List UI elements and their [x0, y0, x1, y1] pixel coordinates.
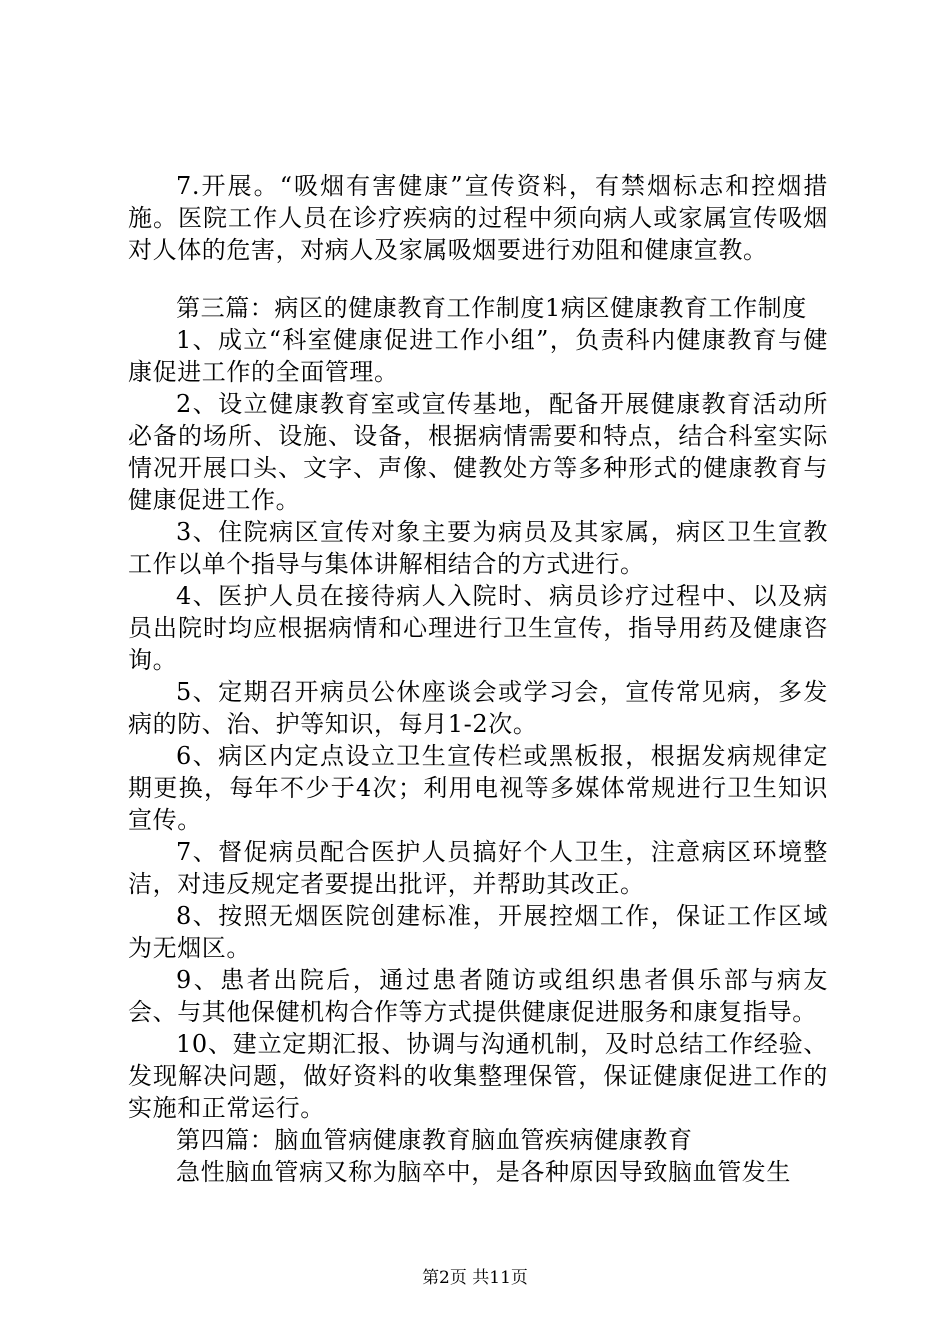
paragraph: 急性脑血管病又称为脑卒中，是各种原因导致脑血管发生 [176, 1158, 791, 1186]
section-heading: 第三篇：病区的健康教育工作制度1病区健康教育工作制度 [176, 294, 807, 322]
paragraph-gap [128, 266, 828, 292]
paragraph: 7.开展。“吸烟有害健康”宣传资料，有禁烟标志和控烟措施。医院工作人员在诊疗疾病的过程中须向病人或家属宣传吸烟对人体的危害，对病人及家属吸烟要进行劝阻和健康宣教。 [128, 172, 828, 264]
paragraph: 10、建立定期汇报、协调与沟通机制，及时总结工作经验、发现解决问题，做好资料的收集整理保管，保证健康促进工作的实施和正常运行。 [128, 1030, 828, 1122]
paragraph: 4、医护人员在接待病人入院时、病员诊疗过程中、以及病员出院时均应根据病情和心理进行卫生宣传，指导用药及健康咨询。 [128, 582, 828, 674]
document-body [128, 170, 828, 1188]
paragraph: 3、住院病区宣传对象主要为病员及其家属，病区卫生宣教工作以单个指导与集体讲解相结合的方式进行。 [128, 518, 828, 578]
paragraph: 6、病区内定点设立卫生宣传栏或黑板报，根据发病规律定期更换，每年不少于4次；利用电视等多媒体常规进行卫生知识宣传。 [128, 742, 828, 834]
paragraph: 9、患者出院后，通过患者随访或组织患者俱乐部与病友会、与其他保健机构合作等方式提供健康促进服务和康复指导。 [128, 966, 828, 1026]
section-heading: 第四篇：脑血管病健康教育脑血管疾病健康教育 [176, 1126, 693, 1154]
page-number-footer: 第2页 共11页 [422, 1268, 528, 1288]
paragraph: 8、按照无烟医院创建标准，开展控烟工作，保证工作区域为无烟区。 [128, 902, 828, 962]
paragraph: 5、定期召开病员公休座谈会或学习会，宣传常见病，多发病的防、治、护等知识，每月1-2次。 [128, 678, 828, 738]
paragraph: 7、督促病员配合医护人员搞好个人卫生，注意病区环境整洁，对违反规定者要提出批评，并帮助其改正。 [128, 838, 828, 898]
paragraph: 2、设立健康教育室或宣传基地，配备开展健康教育活动所必备的场所、设施、设备，根据病情需要和特点，结合科室实际情况开展口头、文字、声像、健教处方等多种形式的健康教育与健康促进工作。 [128, 390, 828, 514]
paragraph: 1、成立“科室健康促进工作小组”，负责科内健康教育与健康促进工作的全面管理。 [128, 326, 828, 386]
